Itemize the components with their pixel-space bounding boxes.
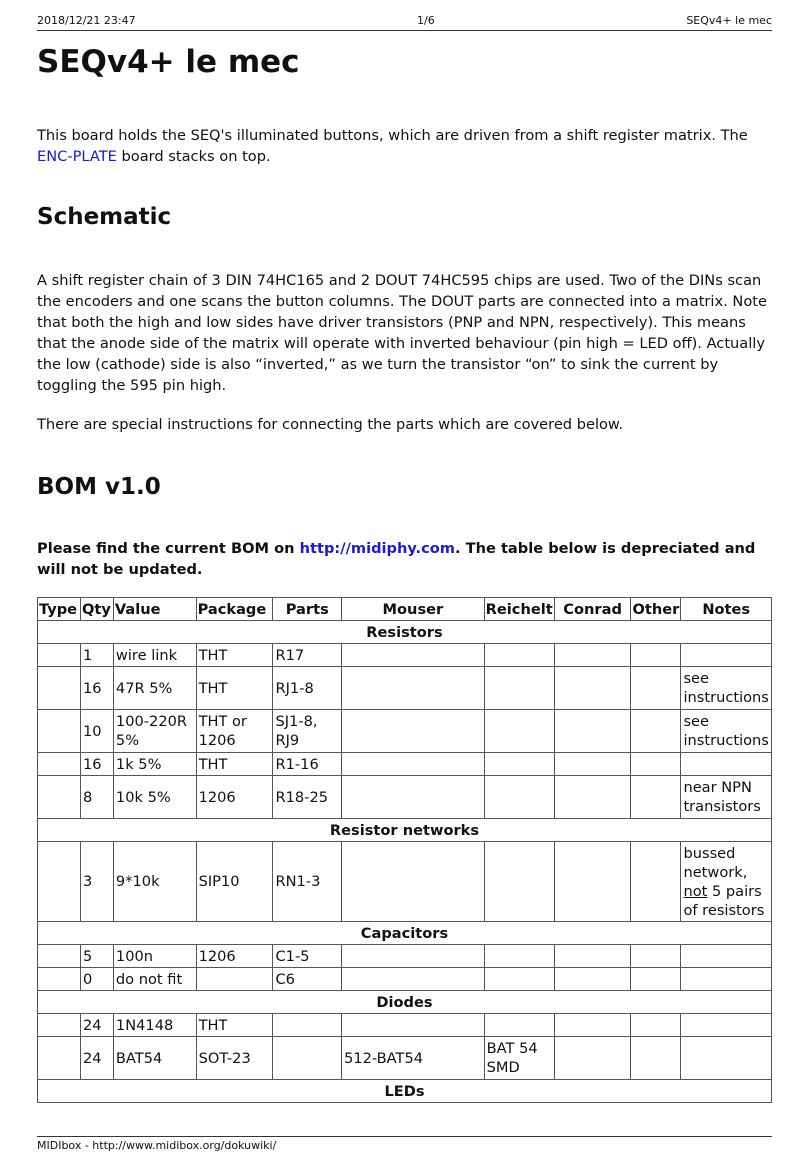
section-row <box>38 1080 772 1103</box>
cell-value: 1N4148 <box>113 1014 196 1037</box>
cell-qty: 24 <box>80 1037 113 1080</box>
col-package: Package <box>196 598 273 621</box>
cell-qty: 24 <box>80 1014 113 1037</box>
table-row <box>38 945 772 968</box>
cell-parts: RJ1-8 <box>273 667 342 710</box>
cell-parts: R1-16 <box>273 753 342 776</box>
section-resistor-networks: Resistor networks <box>38 819 772 842</box>
cell-value: 9*10k <box>113 842 196 922</box>
section-leds: LEDs <box>38 1080 772 1103</box>
intro-paragraph <box>37 125 775 167</box>
cell-value: 47R 5% <box>113 667 196 710</box>
cell-qty: 5 <box>80 945 113 968</box>
cell-parts <box>273 1037 342 1080</box>
schematic-paragraph: A shift register chain of 3 DIN 74HC165 and 2 DOUT 74HC595 chips are used. Two of the DINs scan the encoders and one scans the button columns. The DOUT parts are connected into a matrix. Note that both the high and low sides have driver transistors (PNP and NPN, respectively). This means that the anode side of the matrix will operate with inverted behaviour (pin high = LED off). Actually the low (cathode) side is also “inverted,” as we turn the transistor “on” to sink the current by toggling the 595 pin high. <box>37 272 767 394</box>
cell-qty: 16 <box>80 753 113 776</box>
table-row <box>38 776 772 819</box>
cell-value: 1k 5% <box>113 753 196 776</box>
col-notes: Notes <box>681 598 772 621</box>
notes-text-end: 5 pairs of resistors <box>683 882 765 919</box>
cell-reichelt: BAT 54 SMD <box>484 1037 554 1080</box>
page-footer: MIDIbox - http://www.midibox.org/dokuwiki/ <box>37 1136 772 1152</box>
cell-value: 10k 5% <box>113 776 196 819</box>
cell-notes <box>681 842 772 922</box>
schematic-heading: Schematic <box>37 204 172 230</box>
cell-qty: 10 <box>80 710 113 753</box>
cell-parts: C1-5 <box>273 945 342 968</box>
cell-qty: 0 <box>80 968 113 991</box>
cell-package <box>196 968 273 991</box>
bom-table <box>37 597 772 1103</box>
page-title: SEQv4+ le mec <box>37 44 300 80</box>
bom-notice <box>37 538 775 580</box>
midiphy-link[interactable]: http://midiphy.com <box>299 540 455 557</box>
intro-text-end: board stacks on top. <box>116 148 271 165</box>
section-row <box>38 621 772 644</box>
section-capacitors: Capacitors <box>38 922 772 945</box>
table-row <box>38 1014 772 1037</box>
section-row <box>38 819 772 842</box>
page-header <box>37 14 772 31</box>
table-row <box>38 1037 772 1080</box>
cell-package: THT <box>196 753 273 776</box>
cell-qty: 1 <box>80 644 113 667</box>
bom-notice-text-end: . The table below is depreciated and will not be updated. <box>37 540 756 578</box>
cell-package: SIP10 <box>196 842 273 922</box>
notes-text: bussed network, <box>683 844 748 881</box>
notes-underline: not <box>683 882 708 900</box>
table-row <box>38 644 772 667</box>
cell-value: do not fit <box>113 968 196 991</box>
col-value: Value <box>113 598 196 621</box>
table-header-row <box>38 598 772 621</box>
col-qty: Qty <box>80 598 113 621</box>
table-row <box>38 753 772 776</box>
cell-value: 100-220R 5% <box>113 710 196 753</box>
table-row <box>38 710 772 753</box>
cell-package: THT <box>196 644 273 667</box>
col-conrad: Conrad <box>554 598 631 621</box>
cell-notes: see instructions <box>681 710 772 753</box>
bom-notice-text: Please find the current BOM on <box>37 540 300 557</box>
enc-plate-link[interactable]: ENC-PLATE <box>37 148 117 165</box>
cell-notes: near NPN transistors <box>681 776 772 819</box>
cell-parts: SJ1-8, RJ9 <box>273 710 342 753</box>
table-row <box>38 842 772 922</box>
instructions-paragraph: There are special instructions for connecting the parts which are covered below. <box>37 416 624 433</box>
cell-package: THT <box>196 1014 273 1037</box>
cell-qty: 16 <box>80 667 113 710</box>
cell-mouser: 512-BAT54 <box>342 1037 485 1080</box>
cell-qty: 3 <box>80 842 113 922</box>
bom-heading: BOM v1.0 <box>37 474 161 500</box>
col-reichelt: Reichelt <box>484 598 554 621</box>
cell-parts <box>273 1014 342 1037</box>
cell-package: SOT-23 <box>196 1037 273 1080</box>
cell-parts: RN1-3 <box>273 842 342 922</box>
cell-package: THT or 1206 <box>196 710 273 753</box>
cell-parts: R17 <box>273 644 342 667</box>
section-diodes: Diodes <box>38 991 772 1014</box>
col-mouser: Mouser <box>342 598 485 621</box>
header-title: SEQv4+ le mec <box>686 14 772 27</box>
cell-parts: R18-25 <box>273 776 342 819</box>
header-date: 2018/12/21 23:47 <box>37 14 136 27</box>
cell-package: 1206 <box>196 776 273 819</box>
cell-value: 100n <box>113 945 196 968</box>
col-other: Other <box>631 598 681 621</box>
cell-value: BAT54 <box>113 1037 196 1080</box>
col-parts: Parts <box>273 598 342 621</box>
section-resistors: Resistors <box>38 621 772 644</box>
cell-parts: C6 <box>273 968 342 991</box>
table-row <box>38 667 772 710</box>
col-type: Type <box>38 598 81 621</box>
header-page-number: 1/6 <box>417 14 435 27</box>
intro-text: This board holds the SEQ's illuminated buttons, which are driven from a shift register matrix. The <box>37 127 748 144</box>
cell-qty: 8 <box>80 776 113 819</box>
table-row <box>38 968 772 991</box>
section-row <box>38 991 772 1014</box>
cell-package: THT <box>196 667 273 710</box>
section-row <box>38 922 772 945</box>
cell-value: wire link <box>113 644 196 667</box>
cell-notes: see instructions <box>681 667 772 710</box>
cell-package: 1206 <box>196 945 273 968</box>
